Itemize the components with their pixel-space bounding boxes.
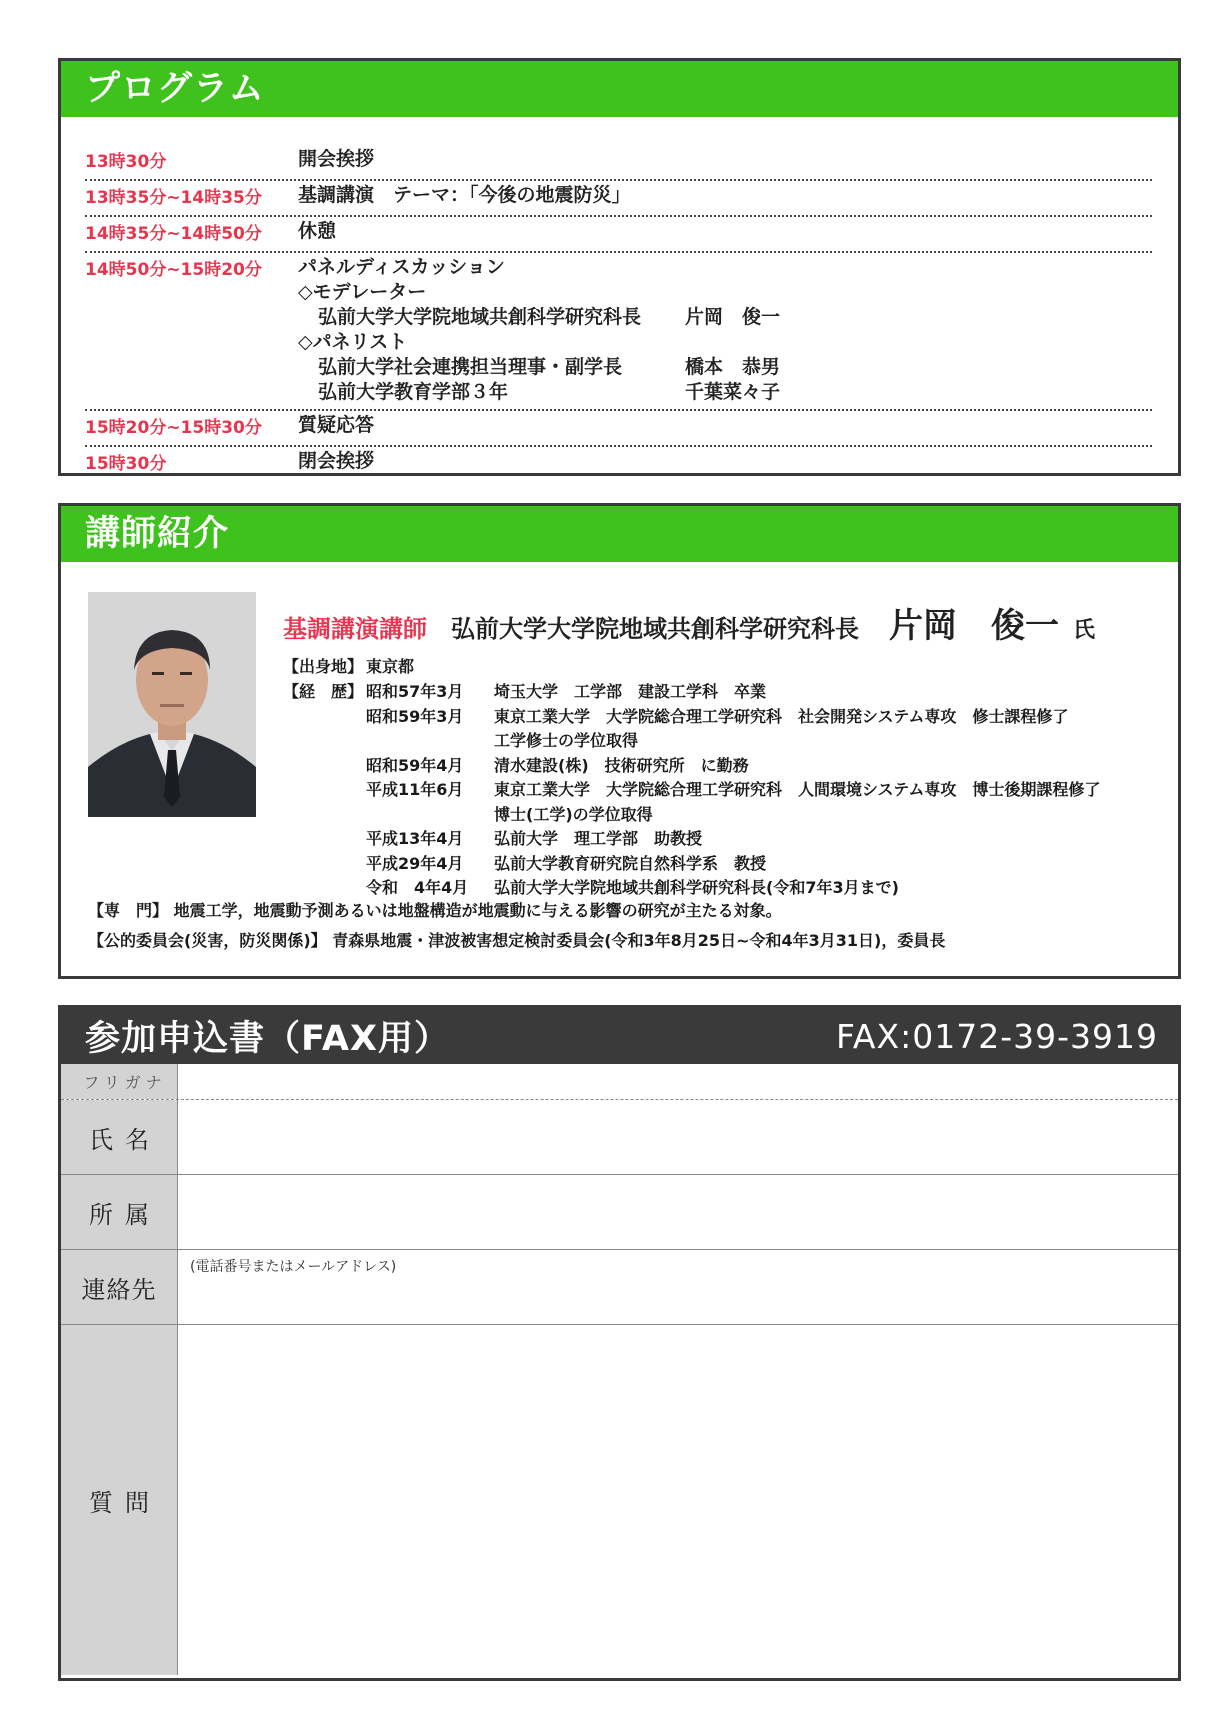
career-item: 令和 4年4月 弘前大学大学院地域共創科学研究科長(令和7年3月まで) <box>366 878 899 897</box>
name-field[interactable] <box>178 1100 1178 1174</box>
question-row <box>61 1324 1178 1675</box>
kana-field[interactable] <box>178 1064 1178 1099</box>
lecturer-photo <box>88 592 256 817</box>
moderator-label: ◇モデレーター <box>298 281 427 303</box>
career-list <box>283 680 1100 901</box>
committee <box>88 928 945 951</box>
question-field[interactable] <box>178 1325 1178 1675</box>
career-item: 平成11年6月 東京工業大学 大学院総合理工学研究科 人間環境システム専攻 博士後期課程修了 <box>366 780 1101 799</box>
career-item: 昭和59年4月 清水建設(株) 技術研究所 に勤務 <box>366 755 749 775</box>
program-time: 14時35分~14時50分 <box>85 224 262 244</box>
career-item: 昭和59年3月 東京工業大学 大学院総合理工学研究科 社会開発システム専攻 修士課程修了 <box>366 706 1069 726</box>
question-label: 質問 <box>61 1325 178 1675</box>
panelist-affil: 弘前大学社会連携担当理事・副学長 <box>318 356 623 378</box>
program-time: 15時30分 <box>85 454 167 474</box>
contact-row <box>61 1249 1178 1324</box>
panelist-name: 橋本 恭男 <box>685 356 781 378</box>
career-item: 平成13年4月 弘前大学 理工学部 助教授 <box>366 829 703 848</box>
birthplace-value: 東京都 <box>366 657 415 676</box>
program-time: 13時30分 <box>85 152 167 172</box>
program-row <box>85 217 1152 253</box>
committee-label: 【公的委員会(災害，防災関係)】 <box>88 931 327 950</box>
panelist-line <box>298 355 1152 380</box>
lecturer-panel <box>58 503 1181 979</box>
lecturer-title <box>283 598 1095 647</box>
lecturer-role: 基調講演講師 <box>283 615 427 643</box>
kana-label: フリガナ <box>61 1064 178 1099</box>
career-item: 【経 歴】 昭和57年3月 埼玉大学 工学部 建設工学科 卒業 <box>283 680 1100 705</box>
kana-row <box>61 1064 1178 1100</box>
program-item: 質疑応答 <box>298 414 375 436</box>
contact-label: 連絡先 <box>61 1250 178 1324</box>
panelist-label: ◇パネリスト <box>298 331 408 353</box>
contact-field[interactable] <box>178 1250 1178 1324</box>
program-list <box>61 117 1178 481</box>
form-header <box>61 1008 1178 1064</box>
program-item: パネルディスカッション <box>298 256 505 278</box>
career-item: 平成29年4月 弘前大学教育研究院自然科学系 教授 <box>366 853 767 873</box>
lecturer-affiliation: 弘前大学大学院地域共創科学研究科長 <box>451 615 859 643</box>
form-title: 参加申込書（FAX用） <box>85 1019 450 1059</box>
career-label: 【経 歴】 <box>283 682 364 701</box>
moderator-name: 片岡 俊一 <box>685 306 781 328</box>
application-form <box>58 1005 1181 1681</box>
moderator-line <box>298 305 1152 330</box>
program-row <box>85 411 1152 447</box>
career-item: 博士(工学)の学位取得 <box>494 804 653 824</box>
program-item: 休憩 <box>298 220 337 242</box>
birthplace <box>283 654 414 677</box>
specialty-label: 【専 門】 <box>88 901 169 920</box>
career-item: 工学修士の学位取得 <box>494 731 639 750</box>
panelist-affil: 弘前大学教育学部３年 <box>318 381 509 403</box>
birthplace-label: 【出身地】 <box>283 657 364 676</box>
program-panel <box>58 58 1181 476</box>
panelist-name: 千葉菜々子 <box>685 381 781 403</box>
moderator-affil: 弘前大学大学院地域共創科学研究科長 <box>318 306 642 328</box>
affiliation-field[interactable] <box>178 1175 1178 1249</box>
contact-hint: (電話番号またはメールアドレス) <box>190 1259 397 1275</box>
affiliation-row <box>61 1174 1178 1249</box>
program-item: 閉会挨拶 <box>298 450 375 472</box>
lecturer-name: 片岡 俊一 <box>889 606 1059 646</box>
name-row <box>61 1100 1178 1174</box>
name-label: 氏名 <box>61 1100 178 1174</box>
program-row <box>85 145 1152 181</box>
program-row <box>85 253 1152 411</box>
affiliation-label: 所属 <box>61 1175 178 1249</box>
panelist-line <box>298 380 1152 405</box>
specialty <box>88 898 782 921</box>
fax-number: FAX:0172-39-3919 <box>835 1016 1158 1056</box>
specialty-value: 地震工学，地震動予測あるいは地盤構造が地震動に与える影響の研究が主たる対象。 <box>173 901 782 920</box>
lecturer-heading: 講師紹介 <box>61 506 1178 562</box>
program-time: 15時20分~15時30分 <box>85 418 262 438</box>
program-row <box>85 447 1152 481</box>
lecturer-honorific: 氏 <box>1073 618 1096 643</box>
program-item: 基調講演 テーマ：「今後の地震防災」 <box>298 184 631 206</box>
program-time: 14時50分~15時20分 <box>85 260 262 280</box>
program-row <box>85 181 1152 217</box>
program-heading: プログラム <box>61 61 1178 117</box>
program-item: 開会挨拶 <box>298 148 375 170</box>
committee-value: 青森県地震・津波被害想定検討委員会(令和3年8月25日~令和4年3月31日)，委員長 <box>332 931 946 950</box>
program-time: 13時35分~14時35分 <box>85 188 262 208</box>
